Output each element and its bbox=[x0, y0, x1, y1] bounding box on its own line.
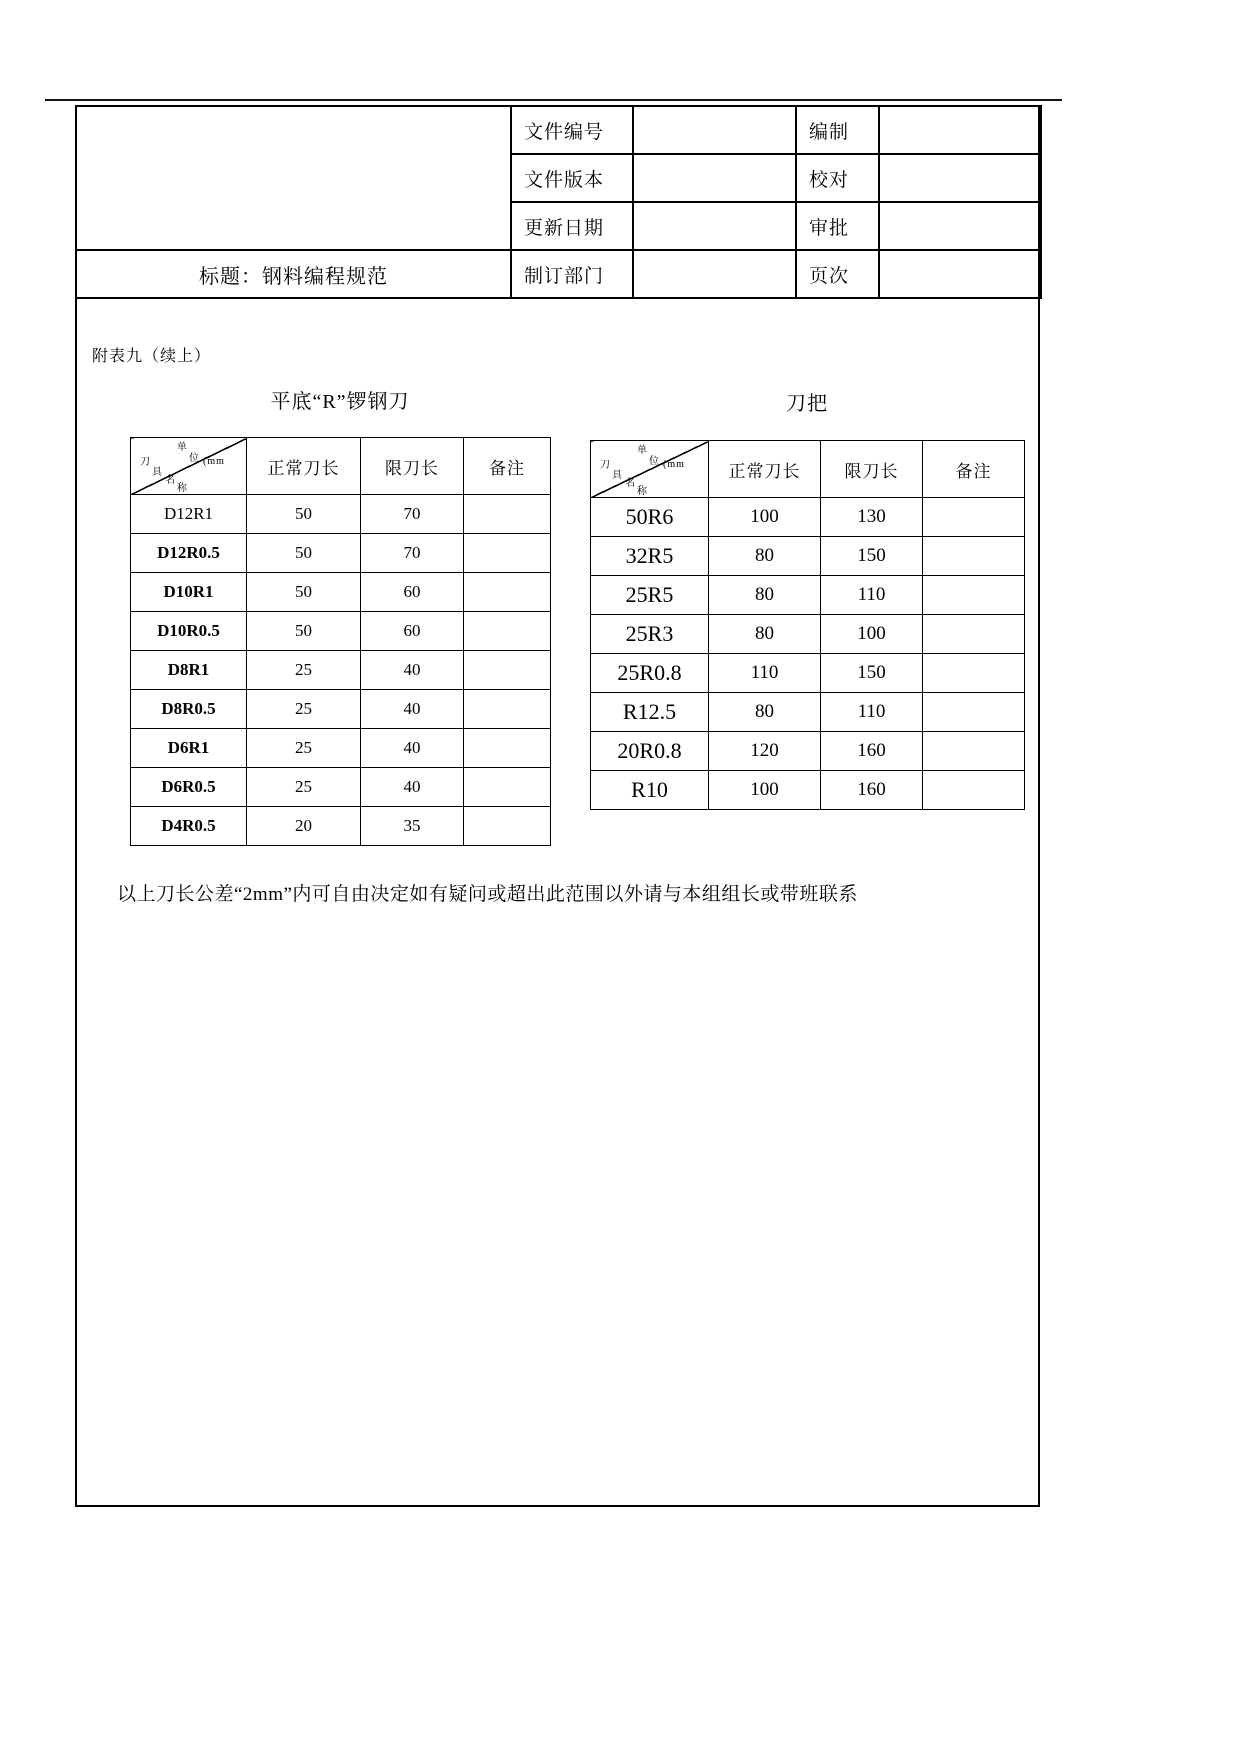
limit-length-cell: 110 bbox=[821, 693, 923, 732]
tool-name-label-char: 称 bbox=[177, 483, 188, 494]
table-row bbox=[131, 534, 551, 573]
remark-cell bbox=[923, 693, 1025, 732]
tool-name-cell: D8R0.5 bbox=[131, 690, 247, 729]
normal-length-cell: 50 bbox=[247, 573, 361, 612]
limit-length-cell: 60 bbox=[361, 612, 464, 651]
limit-length-cell: 35 bbox=[361, 807, 464, 846]
limit-length-cell: 60 bbox=[361, 573, 464, 612]
table-row bbox=[131, 690, 551, 729]
table-header-row bbox=[591, 441, 1025, 498]
limit-length-cell: 130 bbox=[821, 498, 923, 537]
tool-name-cell: 25R3 bbox=[591, 615, 709, 654]
limit-length-cell: 40 bbox=[361, 729, 464, 768]
table-row bbox=[131, 612, 551, 651]
unit-mm-label: (mm bbox=[663, 459, 685, 470]
normal-length-cell: 25 bbox=[247, 690, 361, 729]
column-header-remark: 备注 bbox=[923, 441, 1025, 498]
header-row-4 bbox=[76, 250, 1041, 298]
top-horizontal-rule bbox=[45, 99, 1062, 101]
tool-name-cell: D12R1 bbox=[131, 495, 247, 534]
limit-length-cell: 160 bbox=[821, 732, 923, 771]
limit-length-cell: 100 bbox=[821, 615, 923, 654]
remark-cell bbox=[464, 573, 551, 612]
unit-label-char: 单 bbox=[637, 445, 648, 456]
proofread-label: 校对 bbox=[796, 154, 879, 202]
doc-number-value bbox=[633, 106, 796, 154]
remark-cell bbox=[464, 612, 551, 651]
tool-name-label-char: 具 bbox=[152, 467, 163, 478]
update-date-value bbox=[633, 202, 796, 250]
remark-cell bbox=[923, 537, 1025, 576]
remark-cell bbox=[923, 576, 1025, 615]
limit-length-cell: 110 bbox=[821, 576, 923, 615]
remark-cell bbox=[923, 498, 1025, 537]
normal-length-cell: 25 bbox=[247, 768, 361, 807]
remark-cell bbox=[923, 654, 1025, 693]
tool-name-label-char: 刀 bbox=[140, 457, 151, 468]
unit-label-char: 位 bbox=[189, 453, 200, 464]
limit-length-cell: 70 bbox=[361, 534, 464, 573]
normal-length-cell: 50 bbox=[247, 612, 361, 651]
normal-length-cell: 120 bbox=[709, 732, 821, 771]
limit-length-cell: 150 bbox=[821, 537, 923, 576]
flat-bottom-r-cutter-table bbox=[130, 437, 551, 846]
update-date-label: 更新日期 bbox=[511, 202, 633, 250]
tool-name-cell: D6R0.5 bbox=[131, 768, 247, 807]
table-row bbox=[591, 537, 1025, 576]
doc-number-label: 文件编号 bbox=[511, 106, 633, 154]
remark-cell bbox=[464, 495, 551, 534]
left-table-title: 平底“R”锣钢刀 bbox=[270, 391, 410, 413]
tool-name-cell: 32R5 bbox=[591, 537, 709, 576]
table-row bbox=[131, 729, 551, 768]
table-row bbox=[131, 768, 551, 807]
table-row bbox=[131, 495, 551, 534]
normal-length-cell: 50 bbox=[247, 495, 361, 534]
column-header-limit-length: 限刀长 bbox=[821, 441, 923, 498]
remark-cell bbox=[923, 771, 1025, 810]
table-row bbox=[591, 693, 1025, 732]
table-row bbox=[131, 651, 551, 690]
normal-length-cell: 80 bbox=[709, 693, 821, 732]
column-header-normal-length: 正常刀长 bbox=[247, 438, 361, 495]
tool-name-cell: D8R1 bbox=[131, 651, 247, 690]
approval-value bbox=[879, 202, 1041, 250]
unit-label-char: 单 bbox=[177, 442, 188, 453]
table-row bbox=[591, 576, 1025, 615]
normal-length-cell: 25 bbox=[247, 651, 361, 690]
tool-name-label-char: 名 bbox=[165, 475, 176, 486]
approval-label: 审批 bbox=[796, 202, 879, 250]
table-row bbox=[591, 771, 1025, 810]
normal-length-cell: 80 bbox=[709, 537, 821, 576]
remark-cell bbox=[464, 534, 551, 573]
limit-length-cell: 40 bbox=[361, 768, 464, 807]
normal-length-cell: 50 bbox=[247, 534, 361, 573]
table-row bbox=[131, 807, 551, 846]
limit-length-cell: 70 bbox=[361, 495, 464, 534]
unit-label-char: 位 bbox=[649, 456, 660, 467]
page-number-label: 页次 bbox=[796, 250, 879, 298]
tool-name-cell: R10 bbox=[591, 771, 709, 810]
normal-length-cell: 80 bbox=[709, 615, 821, 654]
tool-holder-table bbox=[590, 440, 1025, 810]
tool-name-cell: 25R0.8 bbox=[591, 654, 709, 693]
tool-name-cell: 50R6 bbox=[591, 498, 709, 537]
table-row bbox=[591, 498, 1025, 537]
limit-length-cell: 160 bbox=[821, 771, 923, 810]
column-header-normal-length: 正常刀长 bbox=[709, 441, 821, 498]
normal-length-cell: 100 bbox=[709, 771, 821, 810]
normal-length-cell: 110 bbox=[709, 654, 821, 693]
remark-cell bbox=[464, 651, 551, 690]
tool-name-cell: 20R0.8 bbox=[591, 732, 709, 771]
tool-name-cell: D10R0.5 bbox=[131, 612, 247, 651]
tool-name-label-char: 称 bbox=[637, 486, 648, 497]
document-border bbox=[75, 105, 1040, 1507]
normal-length-cell: 20 bbox=[247, 807, 361, 846]
normal-length-cell: 100 bbox=[709, 498, 821, 537]
column-header-limit-length: 限刀长 bbox=[361, 438, 464, 495]
table-header-row bbox=[131, 438, 551, 495]
corner-cell bbox=[131, 438, 247, 495]
right-table-title: 刀把 bbox=[786, 393, 828, 415]
table-row bbox=[591, 732, 1025, 771]
tool-name-cell: D6R1 bbox=[131, 729, 247, 768]
tool-name-cell: 25R5 bbox=[591, 576, 709, 615]
header-table bbox=[75, 105, 1042, 299]
prepared-by-value bbox=[879, 106, 1041, 154]
department-value bbox=[633, 250, 796, 298]
unit-mm-label: (mm bbox=[203, 456, 225, 467]
table-row bbox=[131, 573, 551, 612]
limit-length-cell: 40 bbox=[361, 651, 464, 690]
appendix-section-label: 附表九（续上） bbox=[92, 348, 212, 365]
doc-version-value bbox=[633, 154, 796, 202]
remark-cell bbox=[464, 690, 551, 729]
limit-length-cell: 150 bbox=[821, 654, 923, 693]
remark-cell bbox=[464, 729, 551, 768]
table-row bbox=[591, 654, 1025, 693]
header-row-1 bbox=[76, 106, 1041, 154]
tool-name-cell: D12R0.5 bbox=[131, 534, 247, 573]
remark-cell bbox=[464, 768, 551, 807]
document-title: 标题：钢料编程规范 bbox=[76, 250, 511, 298]
header-empty-cell bbox=[76, 106, 511, 250]
prepared-by-label: 编制 bbox=[796, 106, 879, 154]
tool-name-cell: D10R1 bbox=[131, 573, 247, 612]
remark-cell bbox=[464, 807, 551, 846]
remark-cell bbox=[923, 615, 1025, 654]
table-row bbox=[591, 615, 1025, 654]
normal-length-cell: 80 bbox=[709, 576, 821, 615]
tool-name-label-char: 名 bbox=[625, 478, 636, 489]
page-number-value bbox=[879, 250, 1041, 298]
tool-name-label-char: 具 bbox=[612, 470, 623, 481]
corner-cell bbox=[591, 441, 709, 498]
normal-length-cell: 25 bbox=[247, 729, 361, 768]
tolerance-note: 以上刀长公差“2mm”内可自由决定如有疑问或超出此范围以外请与本组组长或带班联系 bbox=[117, 884, 858, 905]
proofread-value bbox=[879, 154, 1041, 202]
tool-name-cell: R12.5 bbox=[591, 693, 709, 732]
department-label: 制订部门 bbox=[511, 250, 633, 298]
limit-length-cell: 40 bbox=[361, 690, 464, 729]
column-header-remark: 备注 bbox=[464, 438, 551, 495]
doc-version-label: 文件版本 bbox=[511, 154, 633, 202]
remark-cell bbox=[923, 732, 1025, 771]
tool-name-label-char: 刀 bbox=[600, 460, 611, 471]
tool-name-cell: D4R0.5 bbox=[131, 807, 247, 846]
